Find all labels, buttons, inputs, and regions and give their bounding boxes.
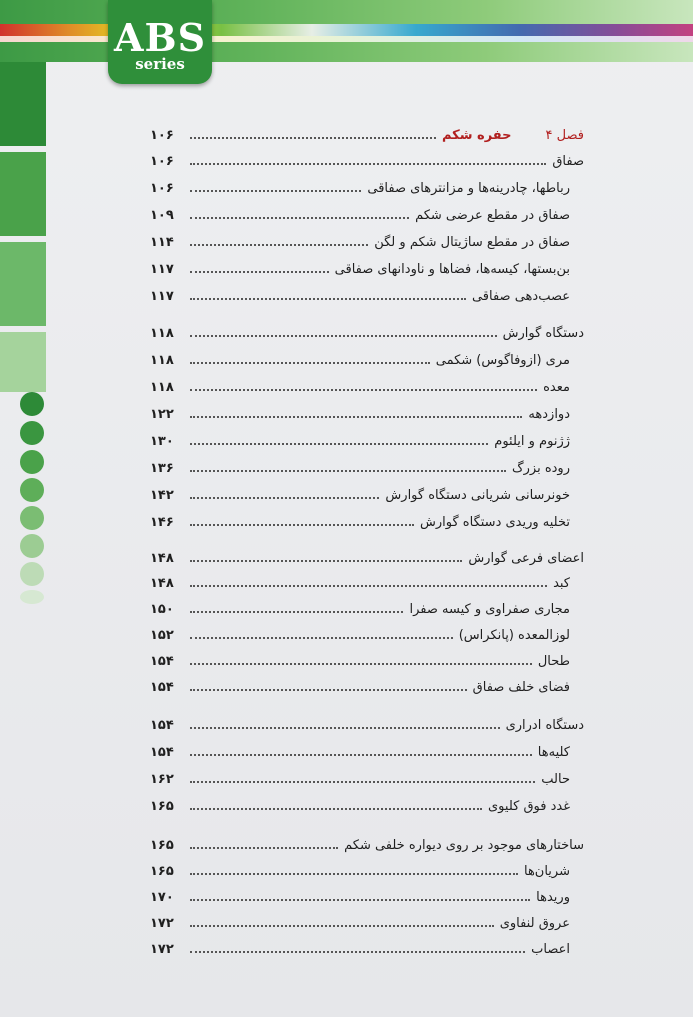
toc-entry-page: ۱۱۷ (150, 288, 174, 304)
dot-leader (190, 951, 525, 953)
toc-entry (150, 229, 584, 255)
toc-entry-title: صفاق در مقطع عرضی شکم (415, 207, 570, 223)
toc-entry-title: اعضای فرعی گوارش (468, 550, 584, 566)
toc-entry-page: ۱۰۹ (150, 207, 174, 223)
toc-entry-title: اعصاب (531, 941, 570, 957)
chapter-title: حفره شکم (441, 127, 512, 143)
toc-entry-title: غدد فوق کلیوی (488, 798, 570, 814)
toc-entry-page: ۱۵۰ (150, 601, 174, 617)
toc-entry-title: شریان‌ها (523, 863, 570, 879)
toc-entry-title: وریدها (536, 889, 570, 905)
toc-entry-page: ۱۷۰ (150, 889, 174, 905)
dot-leader (190, 873, 518, 875)
dot-leader (190, 271, 329, 273)
dot-leader (190, 781, 535, 783)
dot-leader (190, 585, 547, 587)
toc-entry-page: ۱۲۲ (150, 406, 174, 422)
dot-leader (190, 754, 532, 756)
toc-entry-title: تخلیه وریدی دستگاه گوارش (420, 514, 570, 530)
toc-entry-page: ۱۳۶ (150, 460, 174, 476)
toc-entry-page: ۱۱۸ (150, 352, 174, 368)
toc-entry (150, 858, 584, 884)
toc-entry (150, 910, 584, 936)
toc-entry-page: ۱۵۲ (150, 627, 174, 643)
toc-entry-title: ژژنوم و ایلئوم (494, 433, 570, 449)
toc-entry-title: مری (ازوفاگوس) شکمی (435, 352, 570, 368)
dot-leader (190, 217, 409, 219)
toc-entry-page: ۱۵۴ (150, 679, 174, 695)
toc-entry (150, 401, 584, 427)
toc-entry-page: ۱۵۴ (150, 744, 174, 760)
dot-leader (190, 637, 453, 639)
toc-entry-page: ۱۳۰ (150, 433, 174, 449)
toc-entry (150, 202, 584, 228)
toc-entry-title: دستگاه ادراری (505, 717, 584, 733)
dot-leader (190, 727, 500, 729)
toc-entry-page: ۱۴۸ (150, 575, 174, 591)
toc-entry (150, 256, 584, 282)
toc-entry-page: ۱۷۲ (150, 915, 174, 931)
toc-entry (150, 739, 584, 765)
toc-entry (150, 766, 584, 792)
toc-entry (150, 283, 584, 309)
dot-leader (190, 416, 522, 418)
toc-entry (150, 545, 584, 571)
dot-leader (190, 689, 467, 691)
toc-entry (150, 832, 584, 858)
dot-leader (190, 899, 530, 901)
dot-leader (190, 137, 436, 139)
chapter-heading (150, 122, 584, 148)
dot-leader (190, 560, 462, 562)
dot-leader (190, 443, 488, 445)
toc-entry (150, 455, 584, 481)
chapter-number: فصل ۴ (545, 127, 584, 143)
toc-entry-page: ۱۰۶ (150, 153, 174, 169)
dot-leader (190, 362, 430, 364)
dot-leader (190, 244, 368, 246)
toc-entry-title: خونرسانی شریانی دستگاه گوارش (385, 487, 570, 503)
toc-entry (150, 712, 584, 738)
toc-entry (150, 596, 584, 622)
toc-entry-page: ۱۴۶ (150, 514, 174, 530)
dot-leader (190, 808, 482, 810)
toc-entry-page: ۱۱۴ (150, 234, 174, 250)
toc-entry (150, 347, 584, 373)
dot-leader (190, 335, 497, 337)
dot-leader (190, 611, 403, 613)
toc-entry-page: ۱۴۸ (150, 550, 174, 566)
toc-entry-title: دوازدهه (528, 406, 570, 422)
toc-entry-page: ۱۱۸ (150, 379, 174, 395)
toc-entry-page: ۱۴۲ (150, 487, 174, 503)
dot-leader (190, 298, 466, 300)
toc-entry-title: لوزالمعده (پانکراس) (458, 627, 570, 643)
toc-entry-title: بن‌بستها، کیسه‌ها، فضاها و ناودانهای صفاقی (334, 261, 570, 277)
dot-leader (190, 663, 532, 665)
dot-leader (190, 497, 379, 499)
logo-sub-text: series (135, 55, 185, 73)
toc-entry-title: حالب (541, 771, 570, 787)
toc-entry-page: ۱۵۴ (150, 717, 174, 733)
toc-entry-title: عروق لنفاوی (499, 915, 570, 931)
toc-entry-title: روده بزرگ (512, 460, 570, 476)
toc-entry-title: فضای خلف صفاق (472, 679, 570, 695)
toc-entry (150, 884, 584, 910)
toc-entry (150, 793, 584, 819)
dot-leader (190, 925, 494, 927)
toc-entry (150, 648, 584, 674)
toc-entry-title: عصب‌دهی صفاقی (471, 288, 570, 304)
logo-main-text: ABS (113, 15, 207, 60)
toc-entry-page: ۱۷۲ (150, 941, 174, 957)
dot-leader (190, 524, 414, 526)
chapter-page-number: ۱۰۶ (150, 127, 174, 143)
toc-entry-page: ۱۶۲ (150, 771, 174, 787)
toc-entry-page: ۱۶۵ (150, 863, 174, 879)
toc-entry (150, 320, 584, 346)
toc-entry (150, 148, 584, 174)
toc-entry-title: معده (543, 379, 570, 395)
toc-entry-page: ۱۶۵ (150, 837, 174, 853)
toc-entry-title: مجاری صفراوی و کیسه صفرا (409, 601, 570, 617)
dot-leader (190, 847, 338, 849)
toc-entry (150, 622, 584, 648)
toc-entry-page: ۱۱۸ (150, 325, 174, 341)
toc-entry (150, 570, 584, 596)
toc-entry (150, 428, 584, 454)
toc-entry-title: طحال (537, 653, 570, 669)
toc-entry (150, 936, 584, 962)
toc-entry-title: صفاق (552, 153, 584, 169)
toc-entry-title: کلیه‌ها (537, 744, 570, 760)
toc-entry (150, 175, 584, 201)
toc-entry-title: کبد (553, 575, 570, 591)
dot-leader (190, 190, 361, 192)
toc-entry (150, 374, 584, 400)
toc-entry-title: صفاق در مقطع سا‌ژیتال شکم و لگن (374, 234, 570, 250)
toc-entry-page: ۱۵۴ (150, 653, 174, 669)
dot-leader (190, 389, 537, 391)
toc-entry-title: رباطها، چادرینه‌ها و مزانترهای صفاقی (367, 180, 570, 196)
dot-leader (190, 470, 506, 472)
dot-leader (190, 163, 546, 165)
toc-entry-title: دستگاه گوارش (502, 325, 584, 341)
toc-entry (150, 482, 584, 508)
toc-entry-page: ۱۶۵ (150, 798, 174, 814)
toc-entry-title: ساختارهای موجود بر روی دیواره خلفی شکم (344, 837, 584, 853)
toc-entry-page: ۱۰۶ (150, 180, 174, 196)
toc-entry-page: ۱۱۷ (150, 261, 174, 277)
toc-entry (150, 509, 584, 535)
toc-entry (150, 674, 584, 700)
